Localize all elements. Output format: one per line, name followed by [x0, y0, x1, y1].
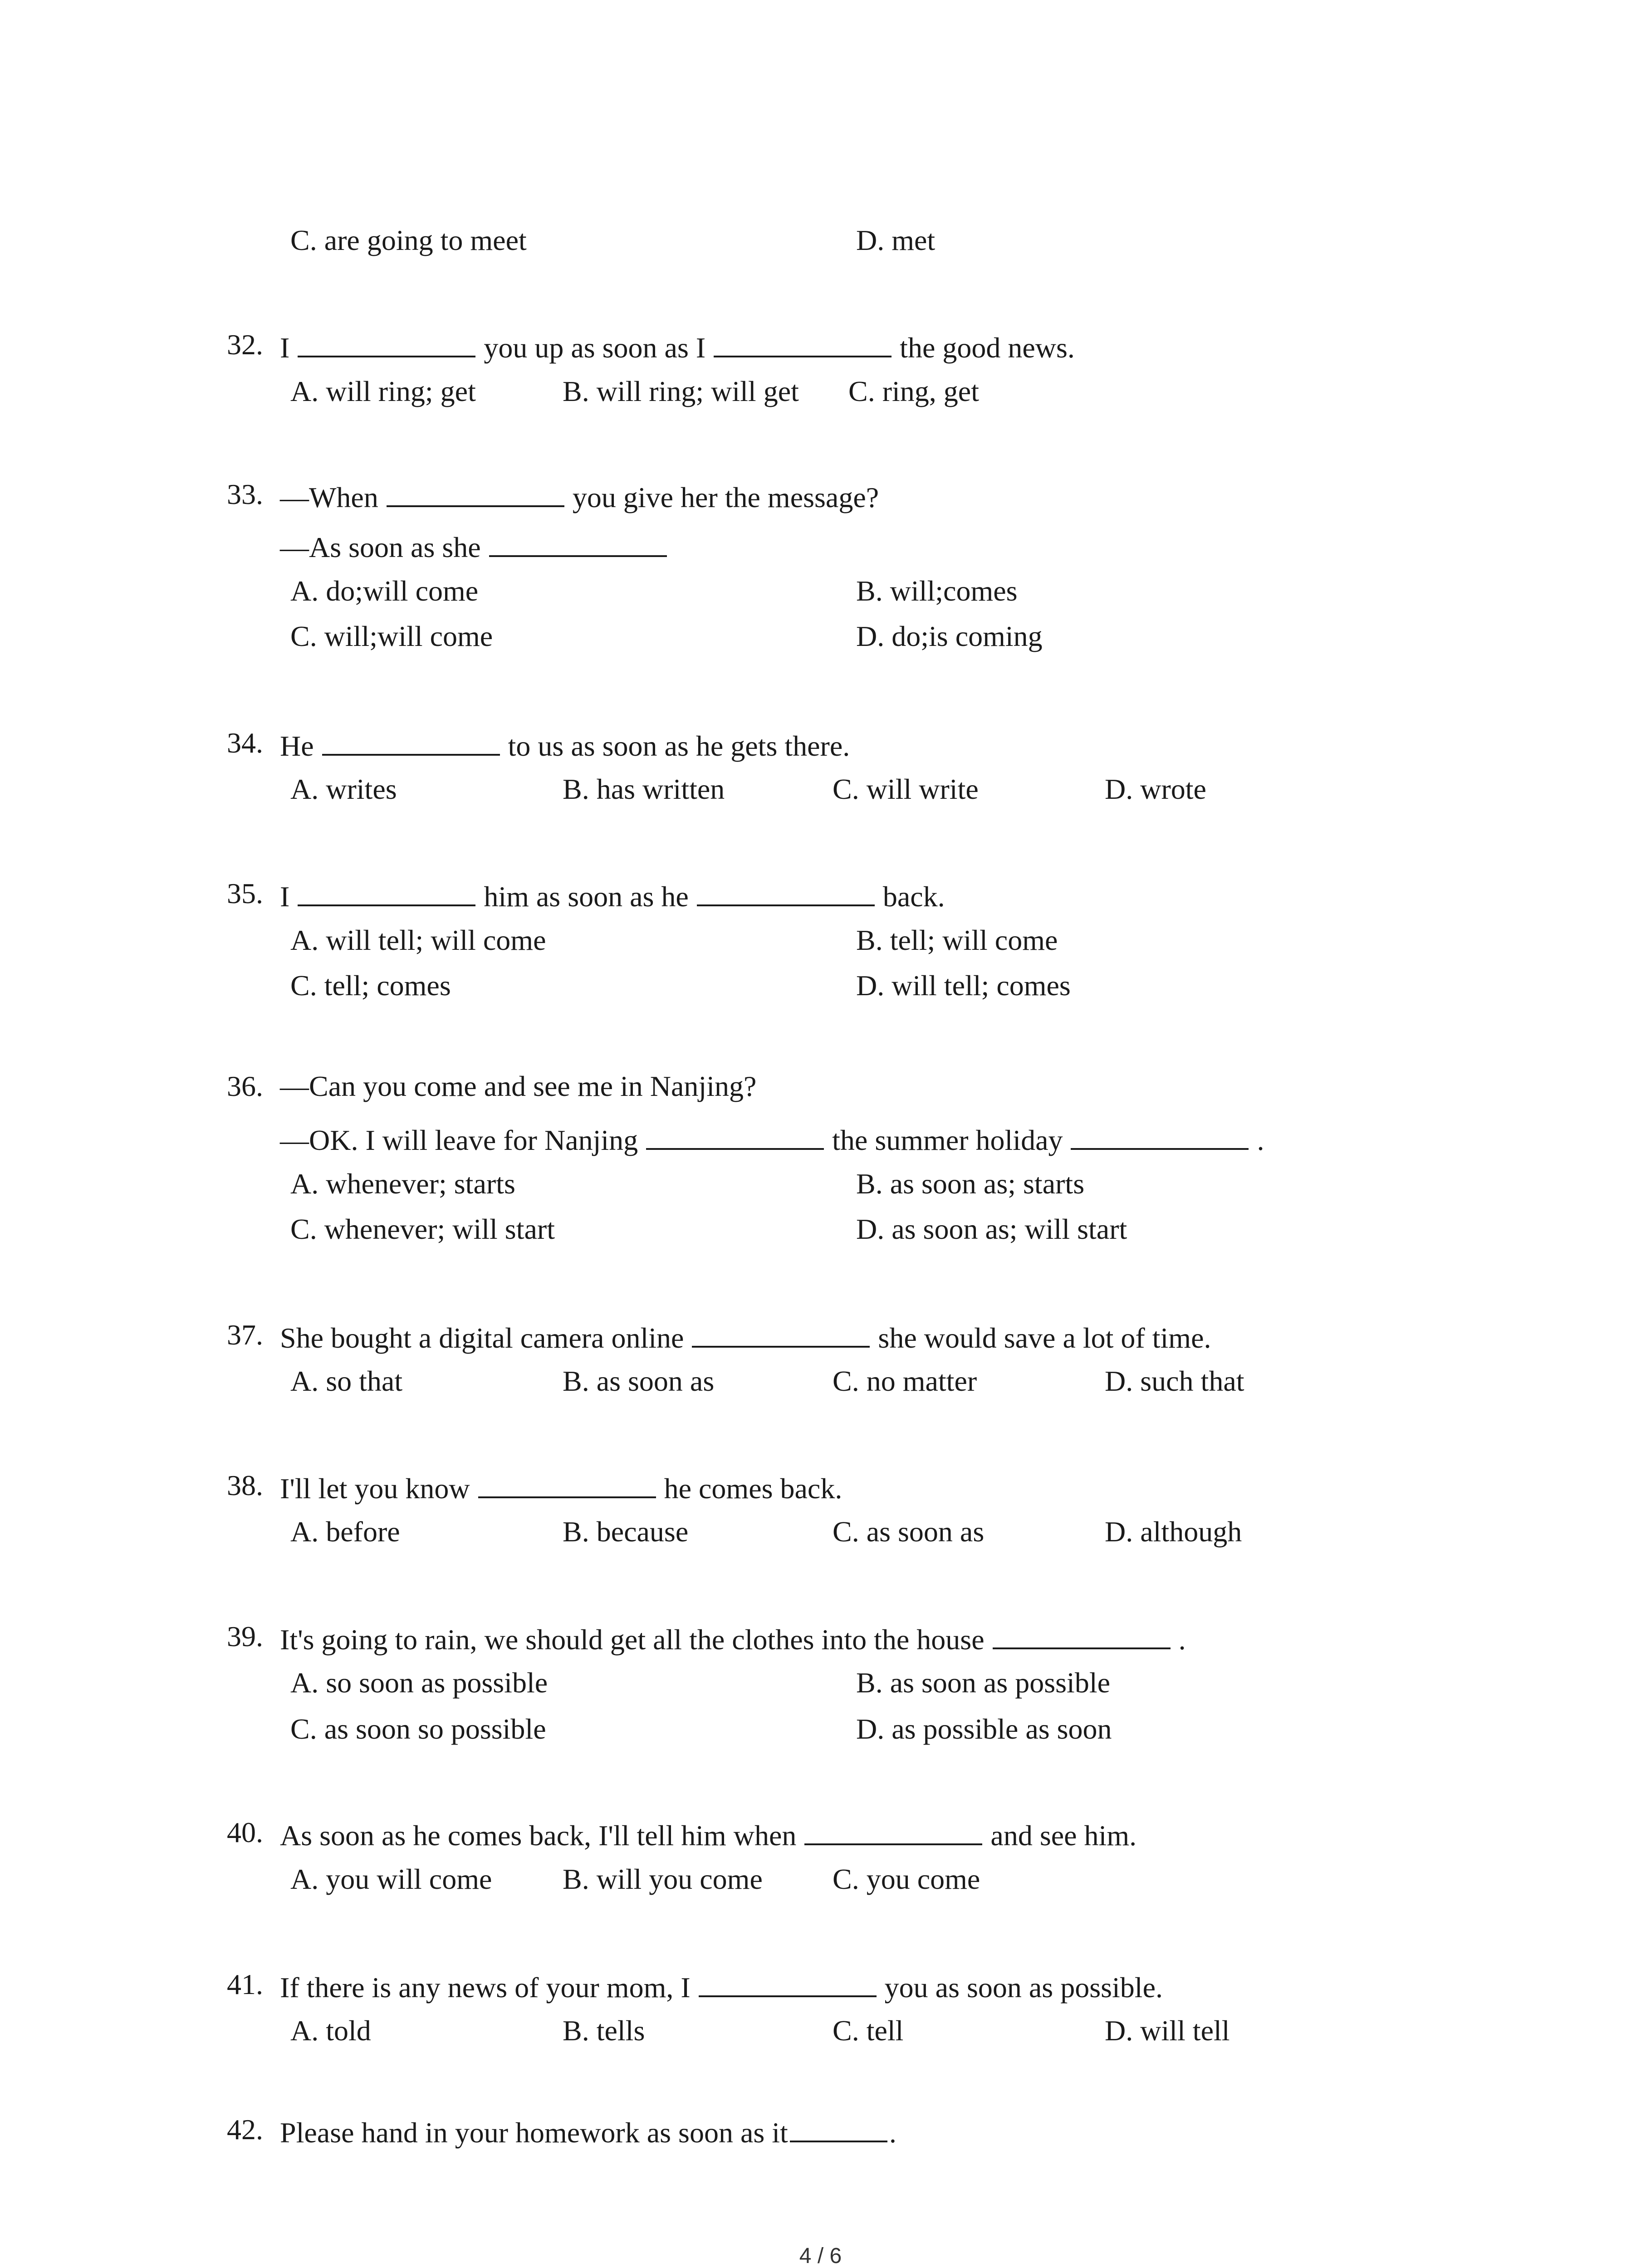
stem-text: —OK. I will leave for Nanjing	[280, 1124, 638, 1156]
answer-blank[interactable]	[804, 1814, 982, 1845]
option-b: B. will you come	[563, 1863, 763, 1895]
answer-blank[interactable]	[298, 875, 475, 906]
stem-text: As soon as he comes back, I'll tell him when	[280, 1819, 797, 1852]
option-b: B. has written	[563, 773, 725, 805]
question-stem	[280, 2112, 896, 2151]
stem-text: .	[889, 2116, 896, 2149]
stem-text: —As soon as she	[280, 531, 481, 563]
page-number: 4 / 6	[799, 2244, 842, 2268]
answer-blank[interactable]	[790, 2112, 887, 2142]
option-a: A. writes	[290, 773, 397, 805]
question-number: 33.	[227, 478, 263, 510]
answer-blank[interactable]	[322, 725, 500, 756]
option-c: C. tell	[833, 2014, 904, 2047]
answer-blank[interactable]	[714, 327, 892, 357]
option-d: D. such that	[1105, 1365, 1244, 1397]
stem-text: the good news.	[900, 332, 1075, 364]
answer-blank[interactable]	[1071, 1119, 1249, 1150]
question-number: 40.	[227, 1816, 263, 1848]
stem-text: back.	[882, 880, 945, 913]
answer-blank[interactable]	[387, 476, 564, 507]
question-number: 36.	[227, 1070, 263, 1102]
question-number: 39.	[227, 1620, 263, 1652]
question-stem	[280, 1467, 842, 1507]
option-c: C. no matter	[833, 1365, 977, 1397]
stem-text: —When	[280, 481, 378, 513]
answer-blank[interactable]	[298, 327, 475, 357]
option-a: A. you will come	[290, 1863, 492, 1895]
question-number: 35.	[227, 877, 263, 909]
option-c: C. as soon so possible	[290, 1713, 546, 1745]
option-c: C. whenever; will start	[290, 1213, 555, 1245]
question-number: 34.	[227, 727, 263, 759]
option-a: A. before	[290, 1515, 400, 1548]
question-number: 42.	[227, 2113, 263, 2146]
answer-blank[interactable]	[478, 1467, 656, 1498]
option-b: B. tell; will come	[856, 924, 1058, 956]
stem-text: him as soon as he	[484, 880, 689, 913]
stem-text: the summer holiday	[832, 1124, 1063, 1156]
option-a: A. whenever; starts	[290, 1168, 515, 1200]
stem-text: .	[1257, 1124, 1264, 1156]
option-d: D. as possible as soon	[856, 1713, 1112, 1745]
option-d: D. although	[1105, 1515, 1242, 1548]
stem-text: He	[280, 730, 314, 762]
option-a: A. will tell; will come	[290, 924, 546, 956]
option-b: B. because	[563, 1515, 689, 1548]
answer-blank[interactable]	[692, 1317, 870, 1348]
question-stem	[280, 1814, 1136, 1854]
question-stem	[280, 1317, 1211, 1356]
option-a: A. so that	[290, 1365, 403, 1397]
option-b: B. tells	[563, 2014, 645, 2047]
stem-text: If there is any news of your mom, I	[280, 1971, 691, 2004]
option-c: C. tell; comes	[290, 969, 451, 1002]
question-stem	[280, 526, 675, 566]
option-b: B. will ring; will get	[563, 375, 799, 407]
option-b: B. as soon as possible	[856, 1667, 1110, 1699]
option-b: B. as soon as	[563, 1365, 715, 1397]
stem-text: .	[1178, 1623, 1186, 1656]
answer-blank[interactable]	[697, 875, 875, 906]
option-d: D. will tell; comes	[856, 969, 1071, 1002]
answer-blank[interactable]	[489, 526, 667, 557]
answer-blank[interactable]	[993, 1618, 1171, 1649]
question-stem: —Can you come and see me in Nanjing?	[280, 1070, 757, 1102]
question-stem	[280, 327, 1075, 366]
stem-text: to us as soon as he gets there.	[508, 730, 850, 762]
option-b: B. as soon as; starts	[856, 1168, 1085, 1200]
question-stem	[280, 875, 945, 915]
stem-text: Please hand in your homework as soon as it	[280, 2116, 788, 2149]
stem-text: It's going to rain, we should get all the clothes into the house	[280, 1623, 985, 1656]
stem-text: you as soon as possible.	[884, 1971, 1163, 2004]
stem-text: you up as soon as I	[484, 332, 706, 364]
question-number: 38.	[227, 1469, 263, 1501]
option-c: C. will write	[833, 773, 979, 805]
option-d: D. will tell	[1105, 2014, 1230, 2047]
option-c: C. will;will come	[290, 620, 493, 652]
option-d: D. do;is coming	[856, 620, 1043, 652]
question-number: 41.	[227, 1968, 263, 2000]
option-b: B. will;comes	[856, 575, 1018, 607]
question-stem	[280, 1618, 1186, 1658]
option-a: A. so soon as possible	[290, 1667, 548, 1699]
stem-text: he comes back.	[664, 1472, 843, 1505]
option-d: D. met	[856, 224, 936, 256]
answer-blank[interactable]	[646, 1119, 824, 1150]
question-number: 37.	[227, 1319, 263, 1351]
option-c: C. are going to meet	[290, 224, 527, 256]
question-stem	[280, 1966, 1163, 2006]
question-stem	[280, 725, 850, 764]
option-a: A. told	[290, 2014, 371, 2047]
question-stem	[280, 476, 879, 516]
stem-text: she would save a lot of time.	[878, 1322, 1211, 1354]
option-c: C. you come	[833, 1863, 980, 1895]
stem-text: I'll let you know	[280, 1472, 470, 1505]
answer-blank[interactable]	[699, 1966, 877, 1997]
option-c: C. ring, get	[848, 375, 979, 407]
question-number: 32.	[227, 328, 263, 361]
stem-text: I	[280, 332, 290, 364]
option-a: A. will ring; get	[290, 375, 476, 407]
option-d: D. as soon as; will start	[856, 1213, 1127, 1245]
stem-text: She bought a digital camera online	[280, 1322, 684, 1354]
stem-text: I	[280, 880, 290, 913]
stem-text: and see him.	[990, 1819, 1137, 1852]
stem-text: you give her the message?	[572, 481, 879, 513]
option-c: C. as soon as	[833, 1515, 985, 1548]
question-stem	[280, 1119, 1264, 1158]
option-d: D. wrote	[1105, 773, 1206, 805]
option-a: A. do;will come	[290, 575, 479, 607]
